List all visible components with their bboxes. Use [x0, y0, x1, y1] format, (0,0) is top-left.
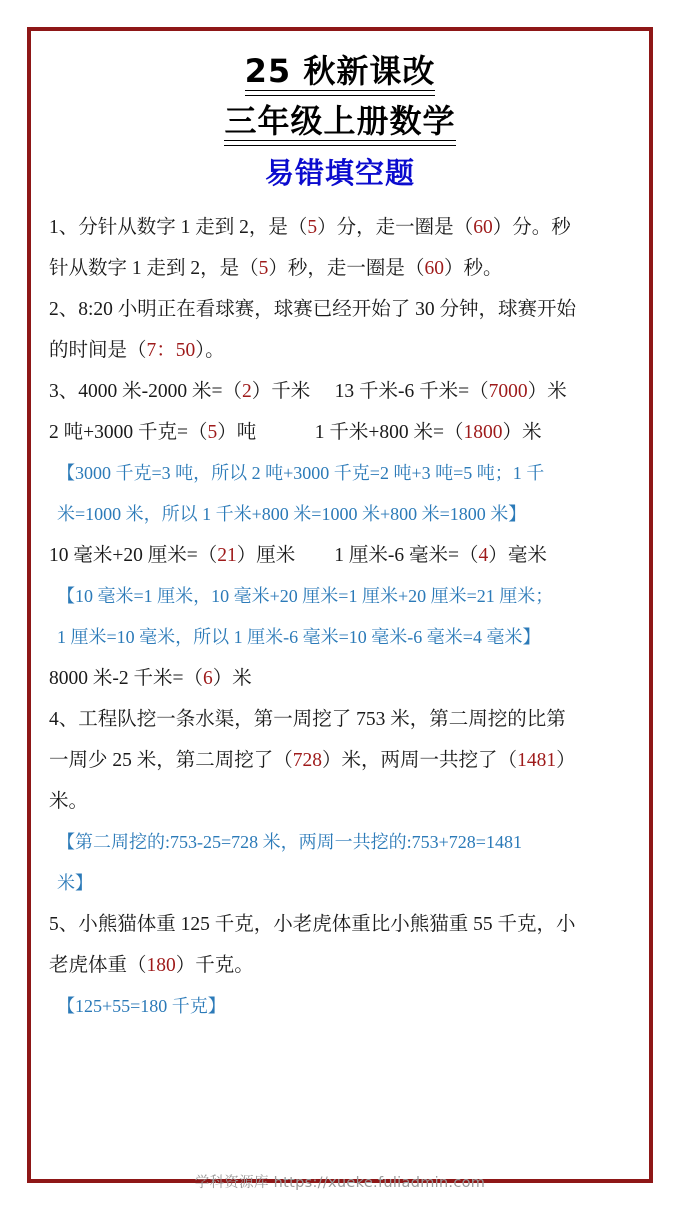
question-line: 针从数字 1 走到 2，是（5）秒，走一圈是（60）秒。: [49, 258, 503, 279]
title-row-2: [49, 101, 631, 151]
answer-value: 180: [146, 955, 176, 976]
explanation-note: 米】: [57, 873, 93, 893]
answer-value: 5: [307, 217, 318, 238]
questions-list: [49, 207, 631, 1027]
page-title-line-2: 三年级上册数学: [224, 101, 455, 146]
question-line: 2 吨+3000 千克=（5）吨 1 千米+800 米=（1800）米: [49, 422, 542, 443]
explanation-note: 【第二周挖的:753-25=728 米，两周一共挖的:753+728=1481: [57, 832, 522, 852]
frame-content: [31, 31, 649, 1179]
page-border-frame: [27, 27, 653, 1183]
answer-value: 1800: [463, 422, 503, 443]
title-row-1: [49, 51, 631, 101]
answer-value: 21: [217, 545, 237, 566]
page-title-line-1: 25 秋新课改: [245, 51, 436, 96]
question-item-4: [49, 699, 631, 904]
answer-value: 5: [258, 258, 269, 279]
answer-value: 7000: [488, 381, 528, 402]
question-line: 8000 米-2 千米=（6）米: [49, 668, 252, 689]
answer-value: 5: [207, 422, 218, 443]
question-line: 的时间是（7：50）。: [49, 340, 225, 361]
answer-value: 4: [478, 545, 489, 566]
footer-watermark: 学科资源库 https://xueke.fuliadmin.com: [194, 1175, 486, 1191]
page-subtitle: 易错填空题: [264, 156, 415, 190]
question-item-2: [49, 289, 631, 371]
question-line: 3、4000 米-2000 米=（2）千米 13 千米-6 千米=（7000）米: [49, 381, 567, 402]
question-line: 2、8:20 小明正在看球赛，球赛已经开始了 30 分钟，球赛开始: [49, 299, 577, 320]
explanation-note: 米=1000 米，所以 1 千米+800 米=1000 米+800 米=1800 米】: [57, 504, 527, 524]
answer-value: 728: [292, 750, 323, 771]
title-block: [49, 47, 631, 193]
explanation-note: 1 厘米=10 毫米，所以 1 厘米-6 毫米=10 毫米-6 毫米=4 毫米】: [57, 627, 541, 647]
question-line: 米。: [49, 791, 89, 812]
answer-value: 60: [473, 217, 493, 238]
answer-value: 7：50: [146, 340, 196, 361]
question-line: 10 毫米+20 厘米=（21）厘米 1 厘米-6 毫米=（4）毫米: [49, 545, 547, 566]
explanation-note: 【3000 千克=3 吨，所以 2 吨+3000 千克=2 吨+3 吨=5 吨；1 千: [57, 463, 545, 483]
question-item-1: [49, 207, 631, 289]
answer-value: 1481: [517, 750, 557, 771]
explanation-note: 【10 毫米=1 厘米，10 毫米+20 厘米=1 厘米+20 厘米=21 厘米；: [57, 586, 554, 606]
answer-value: 6: [203, 668, 213, 689]
question-item-5: [49, 904, 631, 1027]
question-item-3: [49, 371, 631, 699]
explanation-note: 【125+55=180 千克】: [57, 996, 226, 1016]
question-line: 一周少 25 米，第二周挖了（728）米，两周一共挖了（1481）: [49, 750, 576, 771]
question-line: 4、工程队挖一条水渠，第一周挖了 753 米，第二周挖的比第: [49, 709, 566, 730]
answer-value: 2: [242, 381, 252, 402]
answer-value: 60: [424, 258, 444, 279]
question-line: 1、分针从数字 1 走到 2，是（5）分，走一圈是（60）分。秒: [49, 217, 571, 238]
question-line: 5、小熊猫体重 125 千克，小老虎体重比小熊猫重 55 千克，小: [49, 914, 576, 935]
question-line: 老虎体重（180）千克。: [49, 955, 254, 976]
